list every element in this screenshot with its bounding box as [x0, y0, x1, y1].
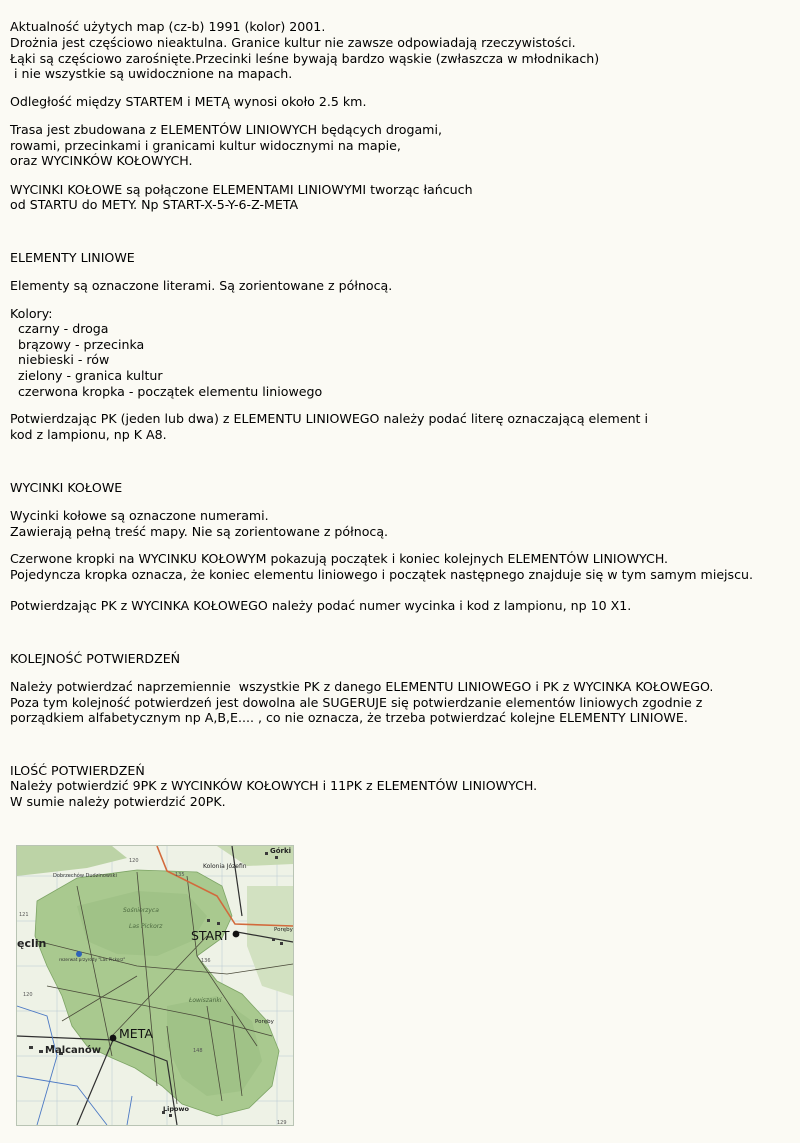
- linear-confirm: kod z lampionu, np K A8.: [10, 427, 167, 442]
- village-porqby2-label: Poręby: [255, 1019, 274, 1025]
- village-nw-label: Dobrzechów Dudzinowski: [53, 873, 117, 879]
- elevation-label: 129: [277, 1120, 287, 1125]
- town-south-label: Malcanów: [45, 1045, 102, 1056]
- elevation-label: 120: [129, 858, 139, 864]
- elevation-label: 136: [201, 958, 211, 964]
- color-item: brązowy - przecinka: [10, 337, 145, 352]
- color-item: czerwona kropka - początek elementu liniowego: [10, 384, 323, 399]
- forest-label: Łowiszanki: [189, 997, 222, 1004]
- section-heading-count: ILOŚĆ POTWIERDZEŃ: [10, 763, 145, 778]
- circular-dots: Czerwone kropki na WYCINKU KOŁOWYM pokazują początek i koniec kolejnych ELEMENTÓW LINIOWYCH.: [10, 551, 669, 566]
- map-graphic: [17, 846, 293, 1125]
- forest-label: Las Pickorz: [129, 923, 163, 930]
- village-porqby-label: Poręby: [274, 927, 293, 933]
- start-label: START: [191, 928, 230, 943]
- circular-desc: Zawierają pełną treść mapy. Nie są zorientowane z północą.: [10, 524, 389, 539]
- elevation-label: 121: [19, 912, 29, 918]
- color-item: czarny - droga: [10, 321, 109, 336]
- circular-dots: Pojedyncza kropka oznacza, że koniec elementu liniowego i początek następnego znajduje się w tym samym miejscu.: [10, 567, 754, 582]
- village-kolonia-label: Kolonia Józefin: [203, 863, 247, 870]
- count-text: W sumie należy potwierdzić 20PK.: [10, 794, 226, 809]
- order-text: Należy potwierdzać naprzemiennie wszystkie PK z danego ELEMENTU LINIOWEGO i PK z WYCINKA KOŁOWEGO.: [10, 679, 714, 694]
- count-text: Należy potwierdzić 9PK z WYCINKÓW KOŁOWYCH i 11PK z ELEMENTÓW LINIOWYCH.: [10, 778, 538, 793]
- elevation-label: 148: [193, 1048, 203, 1054]
- circular-confirm: Potwierdzając PK z WYCINKA KOŁOWEGO należy podać numer wycinka i kod z lampionu, np 10 X1.: [10, 598, 632, 613]
- info-icon: [76, 951, 82, 957]
- colors-label: Kolory:: [10, 306, 53, 321]
- color-item: zielony - granica kultur: [10, 368, 163, 383]
- meta-label: META: [119, 1026, 153, 1041]
- village-lipowo-label: Lipowo: [163, 1105, 189, 1113]
- intro-line: i nie wszystkie są uwidocznione na mapach.: [10, 66, 293, 81]
- chain-text: od STARTU do METY. Np START-X-5-Y-6-Z-META: [10, 197, 299, 212]
- distance-text: Odległość między STARTEM i METĄ wynosi około 2.5 km.: [10, 94, 367, 109]
- forest-label: Sośnierzyca: [123, 907, 159, 914]
- meta-marker: [110, 1035, 117, 1042]
- intro-line: Aktualność użytych map (cz-b) 1991 (kolor) 2001.: [10, 19, 326, 34]
- circular-desc: Wycinki kołowe są oznaczone numerami.: [10, 508, 269, 523]
- section-heading-order: KOLEJNOŚĆ POTWIERDZEŃ: [10, 651, 181, 666]
- elevation-label: 135: [175, 872, 185, 878]
- intro-line: Łąki są częściowo zarośnięte.Przecinki leśne bywają bardzo wąskie (zwłaszcza w młodnikach): [10, 51, 600, 66]
- linear-confirm: Potwierdzając PK (jeden lub dwa) z ELEMENTU LINIOWEGO należy podać literę oznaczającą element i: [10, 411, 648, 426]
- linear-desc: Elementy są oznaczone literami. Są zorientowane z północą.: [10, 278, 393, 293]
- chain-text: WYCINKI KOŁOWE są połączone ELEMENTAMI LINIOWYMI tworząc łańcuch: [10, 182, 473, 197]
- order-text: Poza tym kolejność potwierdzeń jest dowolna ale SUGERUJE się potwierdzanie elementów liniowych zgodnie z: [10, 695, 703, 710]
- village-ne-label: Górki: [270, 847, 292, 855]
- route-text: rowami, przecinkami i granicami kultur widocznymi na mapie,: [10, 138, 401, 153]
- route-text: Trasa jest zbudowana z ELEMENTÓW LINIOWYCH będących drogami,: [10, 122, 442, 137]
- course-map: [16, 845, 294, 1126]
- order-text: porządkiem alfabetycznym np A,B,E.... , co nie oznacza, że trzeba potwierdzać kolejne ELEMENTY LINIOWE.: [10, 710, 688, 725]
- town-west-label: ęclin: [17, 937, 47, 950]
- elevation-label: 120: [23, 992, 33, 998]
- intro-line: Drożnia jest częściowo nieaktulna. Granice kultur nie zawsze odpowiadają rzeczywistości.: [10, 35, 576, 50]
- reserve-label: rezerwat przyrody "Las Pickorz": [59, 957, 126, 962]
- section-heading-linear: ELEMENTY LINIOWE: [10, 250, 135, 265]
- route-text: oraz WYCINKÓW KOŁOWYCH.: [10, 153, 193, 168]
- start-marker: [233, 931, 240, 938]
- color-item: niebieski - rów: [10, 352, 110, 367]
- section-heading-circular: WYCINKI KOŁOWE: [10, 480, 123, 495]
